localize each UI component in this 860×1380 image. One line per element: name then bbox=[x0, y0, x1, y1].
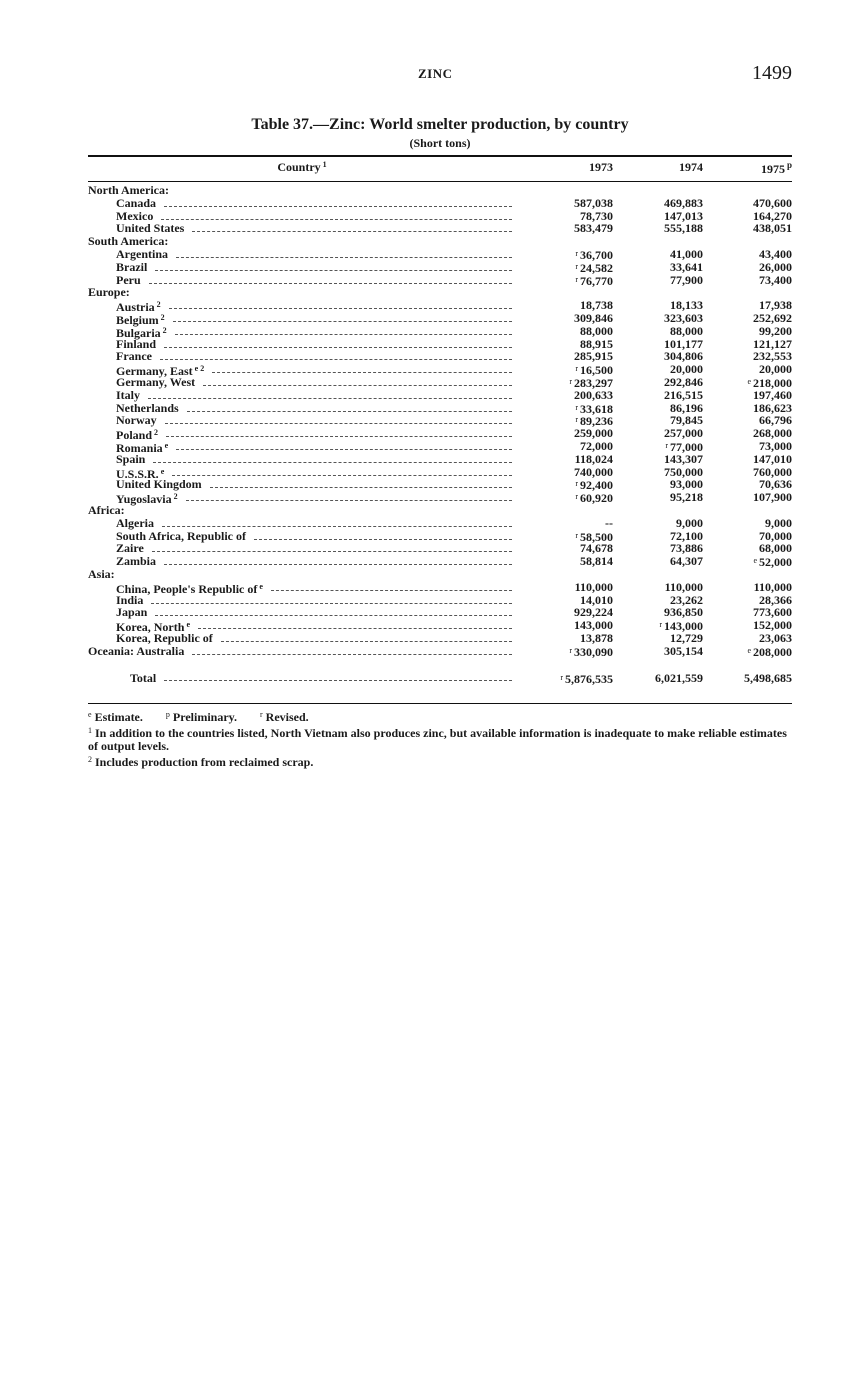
value-1973-number: 78,730 bbox=[580, 208, 613, 223]
country-label: United States bbox=[116, 221, 185, 236]
country-name bbox=[88, 568, 115, 581]
country-footnote-mark: e bbox=[186, 620, 190, 630]
dot-leader bbox=[164, 206, 512, 207]
dot-leader bbox=[155, 615, 512, 616]
value-1974 bbox=[620, 491, 703, 504]
value-1975-mark: e bbox=[753, 556, 757, 566]
value-1974-number: 469,883 bbox=[664, 195, 703, 210]
value-1974-number: 93,000 bbox=[670, 477, 703, 492]
country-footnote-mark: 2 bbox=[160, 312, 165, 322]
value-1973-mark: r bbox=[569, 645, 572, 655]
dot-leader bbox=[176, 449, 512, 450]
value-1975-number: 70,000 bbox=[759, 528, 792, 543]
footnote-2: $^2$ Includes production from reclaimed scrap. bbox=[88, 755, 314, 769]
dot-leader bbox=[192, 231, 512, 232]
value-1974-number: 20,000 bbox=[670, 362, 703, 377]
value-1973 bbox=[530, 466, 613, 479]
value-1973 bbox=[530, 517, 613, 530]
country-name bbox=[116, 453, 145, 466]
table-row bbox=[88, 555, 792, 568]
legend-revised: $^r$ Revised. bbox=[260, 710, 309, 724]
value-1975-number: 121,127 bbox=[753, 336, 792, 351]
value-1973-mark: r bbox=[575, 492, 578, 502]
value-1975-number: 197,460 bbox=[753, 387, 792, 402]
country-footnote-mark: e bbox=[259, 581, 263, 591]
value-1973-mark: r bbox=[575, 479, 578, 489]
value-1975-number: 43,400 bbox=[759, 246, 792, 261]
value-1974-number: 750,000 bbox=[664, 464, 703, 479]
value-1975-mark: e bbox=[747, 376, 751, 386]
country-name bbox=[88, 645, 184, 658]
dot-leader bbox=[162, 526, 512, 527]
country-label: Algeria bbox=[116, 515, 154, 530]
dot-leader bbox=[192, 654, 512, 655]
header-1975-label: 1975 bbox=[760, 162, 785, 176]
value-1973-number: 259,000 bbox=[574, 426, 613, 441]
country-footnote-mark: 2 bbox=[173, 492, 178, 502]
dot-leader bbox=[148, 398, 512, 399]
value-1973-mark: r bbox=[575, 248, 578, 258]
value-1975-number: 5,498,685 bbox=[744, 671, 792, 686]
dot-leader bbox=[175, 334, 512, 335]
value-1975-number: 152,000 bbox=[753, 618, 792, 633]
value-1975-number: 99,200 bbox=[759, 323, 792, 338]
value-1973-number: 583,479 bbox=[574, 221, 613, 236]
value-1973-mark: r bbox=[575, 415, 578, 425]
value-1975 bbox=[705, 363, 792, 376]
value-1974-number: 64,307 bbox=[670, 554, 703, 569]
value-1974-number: 257,000 bbox=[664, 426, 703, 441]
country-label: South America: bbox=[88, 234, 169, 249]
dot-leader bbox=[212, 372, 512, 373]
value-1973-number: 16,500 bbox=[580, 363, 613, 378]
running-head-title: ZINC bbox=[418, 66, 453, 81]
dot-leader bbox=[152, 551, 512, 552]
country-name bbox=[116, 350, 152, 363]
legend-preliminary: $^p$ Preliminary. bbox=[165, 710, 237, 724]
value-1973-number: 92,400 bbox=[580, 478, 613, 493]
country-label: Asia: bbox=[88, 566, 115, 581]
country-label: United Kingdom bbox=[116, 477, 202, 492]
dot-leader bbox=[203, 385, 512, 386]
value-1973 bbox=[530, 261, 613, 275]
value-1973-number: 200,633 bbox=[574, 387, 613, 402]
header-1973: 1973 bbox=[589, 160, 613, 174]
value-1975-number: 208,000 bbox=[753, 644, 792, 659]
table-row bbox=[88, 222, 792, 235]
value-1974 bbox=[620, 671, 703, 685]
value-1973 bbox=[530, 491, 613, 505]
value-1973-number: 309,846 bbox=[574, 310, 613, 325]
value-1973-number: 285,915 bbox=[574, 349, 613, 364]
table-row bbox=[88, 274, 792, 287]
country-name bbox=[116, 606, 147, 619]
value-1973-number: 14,010 bbox=[580, 592, 613, 607]
value-1973-mark: r bbox=[575, 364, 578, 374]
country-label: Brazil bbox=[116, 259, 148, 274]
country-label: China, People's Republic of bbox=[116, 581, 258, 596]
header-1975 bbox=[705, 160, 792, 177]
header-country bbox=[88, 160, 516, 175]
value-1975 bbox=[705, 222, 792, 235]
value-1973-number: 60,920 bbox=[580, 491, 613, 506]
value-1975-number: 218,000 bbox=[753, 375, 792, 390]
country-name bbox=[116, 414, 157, 427]
value-1975 bbox=[705, 671, 792, 685]
value-1973 bbox=[530, 632, 613, 645]
value-1975-number: 66,796 bbox=[759, 413, 792, 428]
dot-leader bbox=[169, 308, 512, 309]
value-1973-number: 143,000 bbox=[574, 618, 613, 633]
value-1975-number: 147,010 bbox=[753, 451, 792, 466]
value-1975-number: 268,000 bbox=[753, 426, 792, 441]
value-1973-number: 74,678 bbox=[580, 541, 613, 556]
country-label: France bbox=[116, 349, 152, 364]
value-1975-number: 26,000 bbox=[759, 259, 792, 274]
dot-leader bbox=[166, 436, 512, 437]
dot-leader bbox=[176, 257, 512, 258]
country-label: Finland bbox=[116, 336, 157, 351]
value-1973-number: 58,500 bbox=[580, 529, 613, 544]
legend-estimate: $^e$ Estimate. bbox=[88, 710, 143, 724]
header-1974: 1974 bbox=[679, 160, 703, 174]
country-label: Italy bbox=[116, 387, 140, 402]
value-1974-number: 555,188 bbox=[664, 221, 703, 236]
country-label: Spain bbox=[116, 451, 146, 466]
country-label: Korea, Republic of bbox=[116, 630, 213, 645]
value-1973-number: 58,814 bbox=[580, 554, 613, 569]
value-1975-number: 252,692 bbox=[753, 310, 792, 325]
header-rule bbox=[88, 181, 792, 182]
dot-leader bbox=[186, 500, 512, 501]
value-1975-number: 438,051 bbox=[753, 221, 792, 236]
value-1974-number: 72,100 bbox=[670, 528, 703, 543]
value-1973-number: 88,000 bbox=[580, 323, 613, 338]
country-name bbox=[116, 555, 156, 568]
value-1974-number: 143,000 bbox=[664, 619, 703, 634]
country-label: Belgium bbox=[116, 312, 159, 327]
value-1974 bbox=[620, 555, 703, 568]
table-row bbox=[88, 645, 792, 658]
value-1975 bbox=[705, 274, 792, 287]
dot-leader bbox=[151, 603, 512, 604]
table-row bbox=[88, 426, 792, 443]
country-label: Canada bbox=[116, 195, 157, 210]
dot-leader bbox=[254, 539, 512, 540]
country-label: Peru bbox=[116, 272, 141, 287]
country-footnote-mark: 2 bbox=[154, 428, 159, 438]
country-label: Yugoslavia bbox=[116, 492, 172, 507]
value-1974-number: 936,850 bbox=[664, 605, 703, 620]
value-1973-mark: r bbox=[575, 530, 578, 540]
footnotes bbox=[88, 708, 792, 769]
value-1975-number: 760,000 bbox=[753, 464, 792, 479]
value-1975 bbox=[705, 542, 792, 555]
country-label: North America: bbox=[88, 183, 169, 197]
value-1975-number: 73,000 bbox=[759, 438, 792, 453]
table-unit: (Short tons) bbox=[409, 136, 471, 150]
value-1975-number: 232,553 bbox=[753, 349, 792, 364]
country-label: Mexico bbox=[116, 208, 154, 223]
footnote-legend bbox=[88, 708, 792, 724]
value-1974-number: 216,515 bbox=[664, 387, 703, 402]
country-label: India bbox=[116, 592, 144, 607]
running-head bbox=[0, 62, 860, 90]
country-label: Korea, North bbox=[116, 620, 185, 635]
dot-leader bbox=[210, 487, 512, 488]
value-1973-number: 13,878 bbox=[580, 630, 613, 645]
value-1973-number: 76,770 bbox=[580, 273, 613, 288]
value-1973-number: 36,700 bbox=[580, 247, 613, 262]
value-1973 bbox=[530, 363, 613, 377]
value-1974-number: 292,846 bbox=[664, 374, 703, 389]
table-bottom-rule bbox=[88, 703, 792, 704]
dot-leader bbox=[164, 680, 512, 681]
value-1975-number: 20,000 bbox=[759, 362, 792, 377]
value-1973-mark: r bbox=[569, 376, 572, 386]
dot-leader bbox=[198, 628, 512, 629]
value-1974-number: 147,013 bbox=[664, 208, 703, 223]
country-label: Norway bbox=[116, 413, 157, 428]
value-1975-number: 28,366 bbox=[759, 592, 792, 607]
country-label: Oceania: Australia bbox=[88, 643, 185, 658]
value-1974 bbox=[620, 606, 703, 619]
value-1974 bbox=[620, 222, 703, 235]
dot-leader bbox=[164, 347, 512, 348]
dot-leader bbox=[221, 641, 512, 642]
dot-leader bbox=[165, 423, 512, 424]
value-1973-number: 110,000 bbox=[574, 579, 613, 594]
value-1973-number: 89,236 bbox=[580, 414, 613, 429]
value-1974-number: 95,218 bbox=[670, 490, 703, 505]
value-1975 bbox=[705, 632, 792, 645]
value-1973 bbox=[530, 350, 613, 363]
value-1973 bbox=[530, 555, 613, 568]
value-1973-number: 72,000 bbox=[580, 438, 613, 453]
table-row bbox=[88, 606, 792, 619]
value-1973-number: 33,618 bbox=[580, 401, 613, 416]
value-1974-number: 86,196 bbox=[670, 400, 703, 415]
value-1975-number: 68,000 bbox=[759, 541, 792, 556]
table-body bbox=[88, 184, 792, 685]
value-1973 bbox=[530, 222, 613, 235]
total-row bbox=[88, 671, 792, 685]
value-1975-number: 70,636 bbox=[759, 477, 792, 492]
value-1975-number: 73,400 bbox=[759, 272, 792, 287]
value-1973-number: 330,090 bbox=[574, 644, 613, 659]
value-1975-number: 52,000 bbox=[759, 555, 792, 570]
value-1975-number: 110,000 bbox=[753, 579, 792, 594]
country-label: Japan bbox=[116, 605, 148, 620]
value-1973-number: 929,224 bbox=[574, 605, 613, 620]
value-1973 bbox=[530, 389, 613, 402]
value-1975-number: 470,600 bbox=[753, 195, 792, 210]
value-1973-number: 18,738 bbox=[580, 298, 613, 313]
value-1974 bbox=[620, 274, 703, 287]
value-1974-number: 33,641 bbox=[670, 259, 703, 274]
value-1974-number: 9,000 bbox=[676, 515, 703, 530]
value-1974-number: 6,021,559 bbox=[655, 671, 703, 686]
value-1973-number: 5,876,535 bbox=[565, 672, 613, 687]
dot-leader bbox=[172, 475, 512, 476]
header-1975-mark: p bbox=[786, 160, 792, 170]
value-1974-number: 88,000 bbox=[670, 323, 703, 338]
table-row bbox=[88, 490, 792, 507]
value-1975-number: 9,000 bbox=[765, 515, 792, 530]
country-label: Germany, East bbox=[116, 364, 193, 379]
country-label: Zaire bbox=[116, 541, 144, 556]
value-1975-number: 186,623 bbox=[753, 400, 792, 415]
footnote-1: $^1$ In addition to the countries listed, North Vietnam also produces zinc, but available information is inadequate to make reliable estimates of output levels. bbox=[88, 726, 787, 753]
value-1973-number: 587,038 bbox=[574, 195, 613, 210]
value-1974-number: 23,262 bbox=[670, 592, 703, 607]
value-1975-number: 773,600 bbox=[753, 605, 792, 620]
value-1974-number: 79,845 bbox=[670, 413, 703, 428]
value-1973-number: 740,000 bbox=[574, 464, 613, 479]
table-top-rule bbox=[88, 155, 792, 157]
value-1974-number: 304,806 bbox=[664, 349, 703, 364]
value-1973-mark: r bbox=[575, 402, 578, 412]
value-1973-mark: r bbox=[575, 274, 578, 284]
value-1973 bbox=[530, 478, 613, 492]
dot-leader bbox=[155, 270, 512, 271]
country-label: Germany, West bbox=[116, 374, 196, 389]
dot-leader bbox=[164, 564, 512, 565]
country-label: Poland bbox=[116, 428, 153, 443]
value-1973-number: 283,297 bbox=[574, 375, 613, 390]
value-1975 bbox=[705, 555, 792, 569]
value-1974-number: 305,154 bbox=[664, 643, 703, 658]
value-1973 bbox=[530, 402, 613, 416]
country-label: Europe: bbox=[88, 285, 130, 300]
country-label: Austria bbox=[116, 300, 155, 315]
value-1975-number: 23,063 bbox=[759, 630, 792, 645]
value-1973-number: 24,582 bbox=[580, 260, 613, 275]
value-1974-mark: r bbox=[659, 620, 662, 630]
page-number: 1499 bbox=[752, 62, 792, 84]
value-1975-number: 17,938 bbox=[759, 298, 792, 313]
value-1973-mark: r bbox=[560, 673, 563, 683]
value-1974-number: 77,000 bbox=[670, 439, 703, 454]
country-name bbox=[130, 671, 156, 685]
country-label: South Africa, Republic of bbox=[116, 528, 247, 543]
dot-leader bbox=[271, 590, 512, 591]
value-1974-number: 12,729 bbox=[670, 630, 703, 645]
country-label: Zambia bbox=[116, 554, 157, 569]
country-label: Romania bbox=[116, 440, 163, 455]
country-footnote-mark: e bbox=[160, 466, 165, 476]
dot-leader bbox=[149, 283, 512, 284]
country-label: U.S.S.R. bbox=[116, 466, 159, 481]
value-1973 bbox=[530, 645, 613, 659]
country-label: Total bbox=[130, 671, 157, 686]
value-1973-number: 88,915 bbox=[580, 336, 613, 351]
dot-leader bbox=[160, 359, 512, 360]
value-1975-number: 164,270 bbox=[753, 208, 792, 223]
value-1974-number: 101,177 bbox=[664, 336, 703, 351]
value-1974-mark: r bbox=[665, 440, 668, 450]
country-label: Africa: bbox=[88, 502, 125, 517]
country-footnote-mark: 2 bbox=[162, 325, 167, 335]
dot-leader bbox=[173, 321, 512, 322]
value-1973-number: -- bbox=[605, 515, 613, 530]
value-1975 bbox=[705, 645, 792, 659]
header-country-label: Country bbox=[277, 160, 321, 174]
dot-leader bbox=[187, 411, 512, 412]
value-1974 bbox=[620, 645, 703, 658]
value-1973 bbox=[530, 671, 613, 686]
country-label: Argentina bbox=[116, 246, 168, 261]
value-1974-number: 18,133 bbox=[670, 298, 703, 313]
country-footnote-mark: e bbox=[164, 440, 169, 450]
table-title: Table 37.—Zinc: World smelter production, by country bbox=[251, 116, 629, 133]
country-footnote-mark: 2 bbox=[156, 300, 161, 310]
value-1974 bbox=[620, 427, 703, 440]
country-name bbox=[88, 286, 130, 299]
value-1973-number: 118,024 bbox=[574, 451, 613, 466]
value-1973-mark: r bbox=[575, 261, 578, 271]
value-1974-number: 323,603 bbox=[664, 310, 703, 325]
value-1975-mark: e bbox=[747, 645, 751, 655]
value-1974-number: 41,000 bbox=[670, 246, 703, 261]
country-label: Bulgaria bbox=[116, 325, 161, 340]
value-1974-number: 73,886 bbox=[670, 541, 703, 556]
dot-leader bbox=[153, 462, 512, 463]
country-footnote-mark: e 2 bbox=[194, 364, 205, 374]
value-1974-number: 77,900 bbox=[670, 272, 703, 287]
country-name bbox=[116, 478, 202, 491]
value-1975 bbox=[705, 491, 792, 504]
value-1973 bbox=[530, 274, 613, 288]
header-country-footnote: 1 bbox=[322, 160, 327, 169]
value-1973 bbox=[530, 248, 613, 262]
value-1974-number: 143,307 bbox=[664, 451, 703, 466]
dot-leader bbox=[161, 219, 512, 220]
value-1975-number: 107,900 bbox=[753, 490, 792, 505]
value-1974-number: 110,000 bbox=[664, 579, 703, 594]
country-label: Netherlands bbox=[116, 400, 179, 415]
